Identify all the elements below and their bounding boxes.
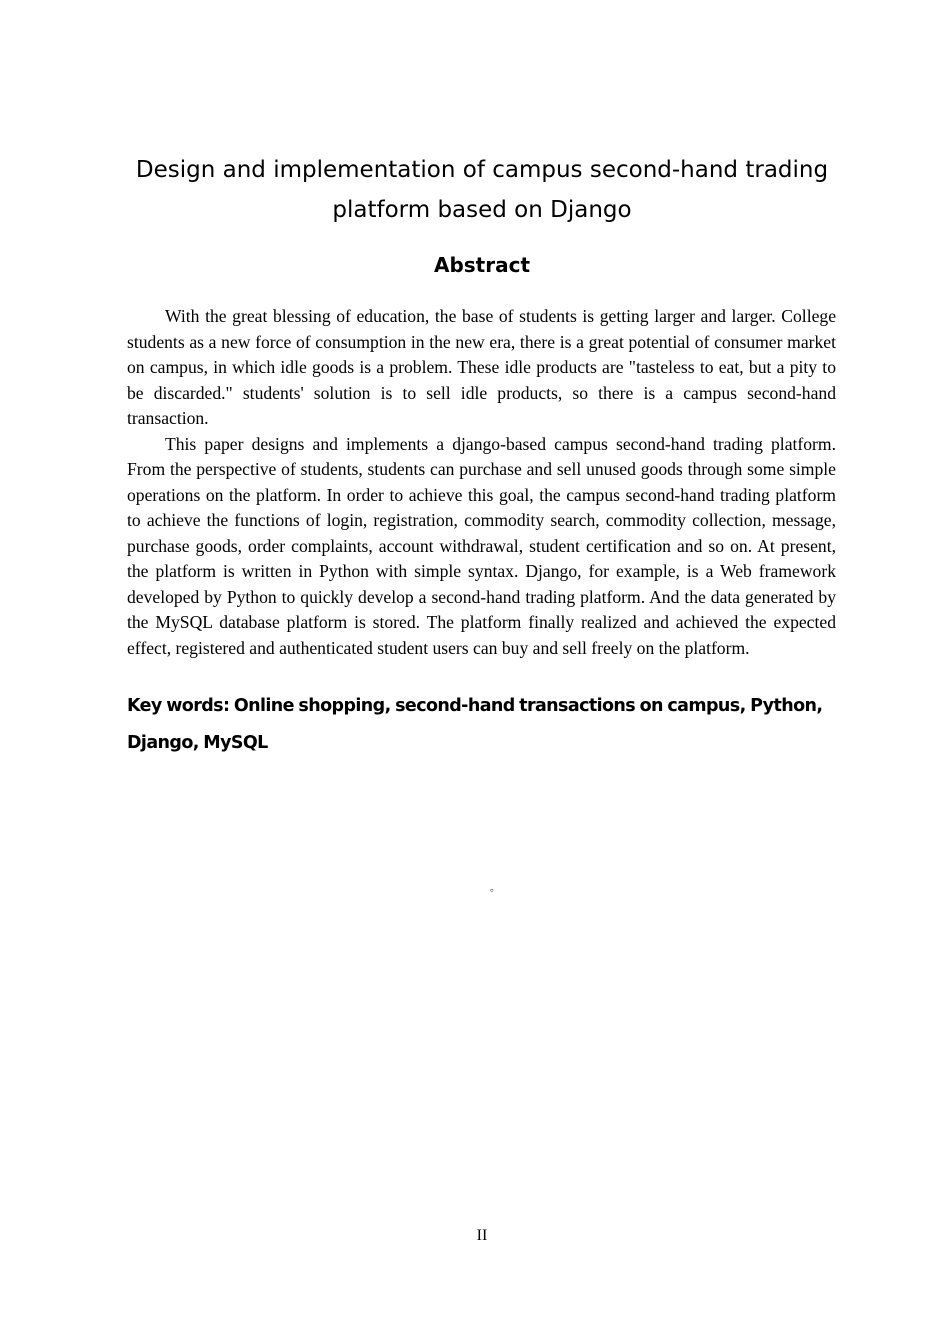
abstract-heading: Abstract — [433, 253, 531, 277]
keywords-line-1: Key words: Online shopping, second-hand transactions on campus, Python, — [127, 696, 823, 716]
paper-title-line-2: platform based on Django — [332, 197, 632, 223]
abstract-paragraph-2: This paper designs and implements a django-based campus second-hand trading platform. From the perspective of students, students can purchase and sell unused goods through some simple operations on the platform. In order to achieve this goal, the campus second-hand trading platform to achieve the functions of login, registration, commodity search, commodity collection, message, purchase goods, order complaints, account withdrawal, student certification and so on. At present, the platform is written in Python with simple syntax. Django, for example, is a Web framework developed by Python to quickly develop a second-hand trading platform. And the data generated by the MySQL database platform is stored. The platform finally realized and achieved the expected effect, registered and authenticated student users can buy and sell freely on the platform. — [127, 433, 836, 658]
paper-title — [100, 150, 864, 230]
abstract-body — [127, 304, 836, 661]
stray-punctuation-mark: 。 — [490, 883, 500, 894]
keywords-line-2: Django, MySQL — [127, 733, 268, 753]
paper-title-line-1: Design and implementation of campus second-hand trading — [135, 157, 829, 183]
page-number: II — [476, 1227, 488, 1244]
abstract-paragraph-1: With the great blessing of education, the base of students is getting larger and larger. College students as a new force of consumption in the new era, there is a great potential of consumer market on campus, in which idle goods is a problem. These idle products are "tasteless to eat, but a pity to be discarded." students' solution is to sell idle products, so there is a campus second-hand transaction. — [127, 306, 836, 428]
keywords — [127, 688, 836, 762]
